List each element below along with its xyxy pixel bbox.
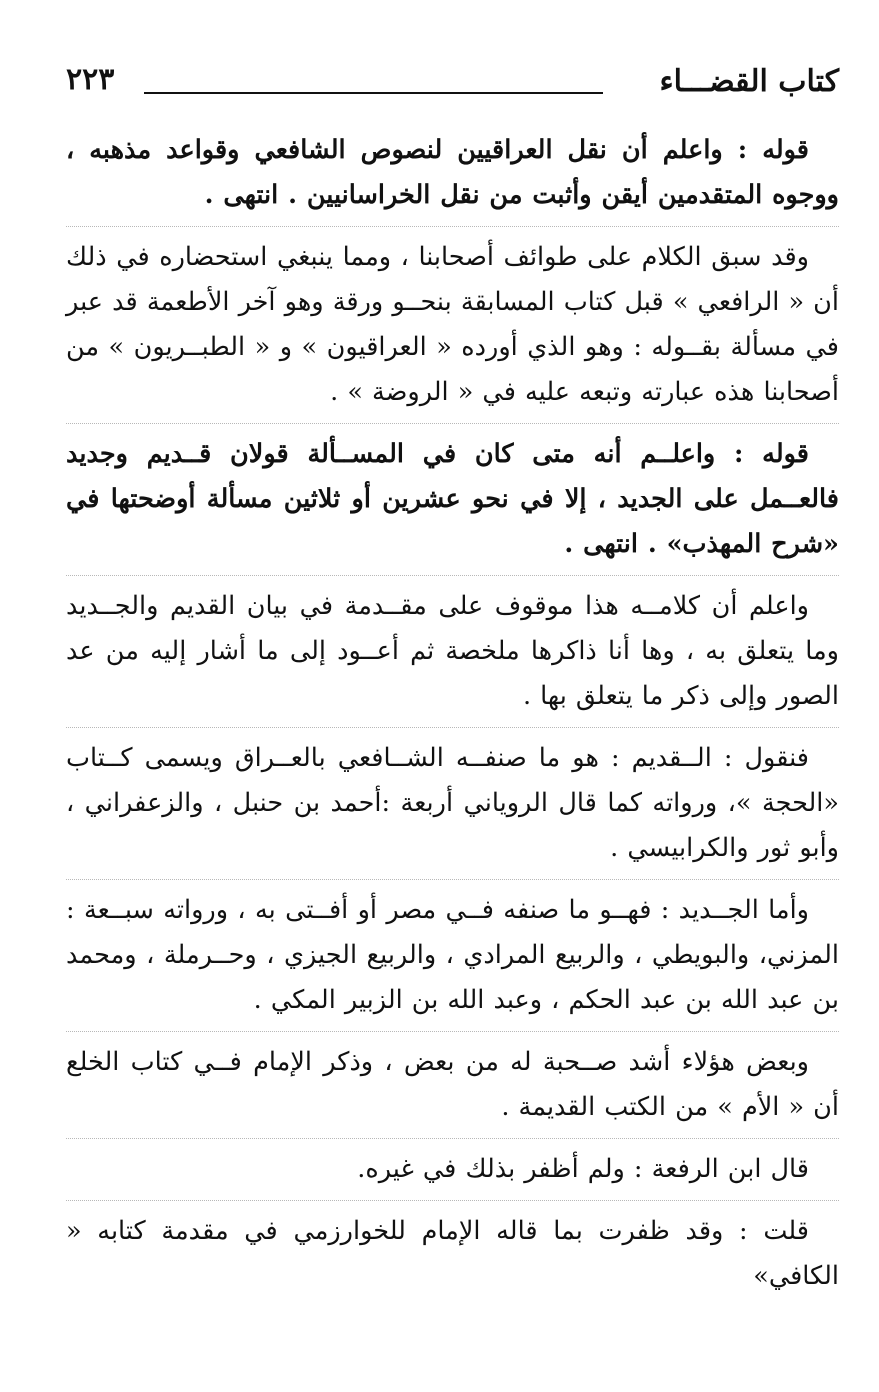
paragraph-commentary-2: واعلم أن كلامــه هذا موقوف على مقــدمة في بيان القديم والجــديد وما يتعلق به ، وها أنا ذاكرها ملخصة ثم أعــود إلى ما أشار إليه من عد الصور وإلى ذكر ما يتعلق بها . — [66, 591, 839, 711]
paragraph-companions: وبعض هؤلاء أشد صــحبة له من بعض ، وذكر الإمام فــي كتاب الخلع أن « الأم » من الكتب القديمة . — [66, 1047, 839, 1122]
paragraph-commentary-1: وقد سبق الكلام على طوائف أصحابنا ، ومما ينبغي استحضاره في ذلك أن « الرافعي » قبل كتاب المسابقة بنحــو ورقة وهو آخر الأطعمة قد عبر في مسألة بقــوله : وهو الذي أورده « العراقيون » و « الطبــريون » من أصحابنا هذه عبارته وتبعه عليه في « الروضة » . — [66, 242, 839, 407]
running-title: كتاب القضـــاء — [659, 64, 839, 99]
paragraph-ibn-rifah: قال ابن الرفعة : ولم أظفر بذلك في غيره. — [357, 1154, 809, 1184]
book-page — [66, 58, 839, 1299]
paragraph-separator — [66, 226, 839, 227]
page-number: ٢٢٣ — [66, 62, 115, 97]
paragraph-separator — [66, 1200, 839, 1201]
paragraph-separator — [66, 575, 839, 576]
header-rule — [144, 92, 603, 94]
paragraph-separator — [66, 1031, 839, 1032]
paragraph-separator — [66, 1138, 839, 1139]
paragraph-old-school: فنقول : الــقديم : هو ما صنفــه الشــافعي بالعــراق ويسمى كــتاب «الحجة »، ورواته كما قال الروياني أربعة :أحمد بن حنبل ، والزعفراني ، وأبو ثور والكرابيسي . — [66, 743, 839, 863]
page-header — [66, 58, 839, 106]
paragraph-separator — [66, 423, 839, 424]
paragraph-separator — [66, 879, 839, 880]
paragraph-quote-1: قوله : واعلم أن نقل العراقيين لنصوص الشافعي وقواعد مذهبه ، ووجوه المتقدمين أيقن وأثبت من نقل الخراسانيين . انتهى . — [66, 135, 839, 210]
paragraph-separator — [66, 727, 839, 728]
paragraph-qultu: قلت : وقد ظفرت بما قاله الإمام للخوارزمي في مقدمة كتابه « الكافي» — [66, 1216, 839, 1291]
paragraph-quote-2: قوله : واعلــم أنه متى كان في المســألة قولان قــديم وجديد فالعــمل على الجديد ، إلا في نحو عشرين أو ثلاثين مسألة أوضحتها في «شرح المهذب» . انتهى . — [66, 439, 839, 559]
paragraph-new-school: وأما الجــديد : فهــو ما صنفه فــي مصر أو أفــتى به ، ورواته سبــعة : المزني، والبويطي ، والربيع المرادي ، والربيع الجيزي ، وحــرملة ، ومحمد بن عبد الله بن عبد الحكم ، وعبد الله بن الزبير المكي . — [66, 895, 839, 1015]
